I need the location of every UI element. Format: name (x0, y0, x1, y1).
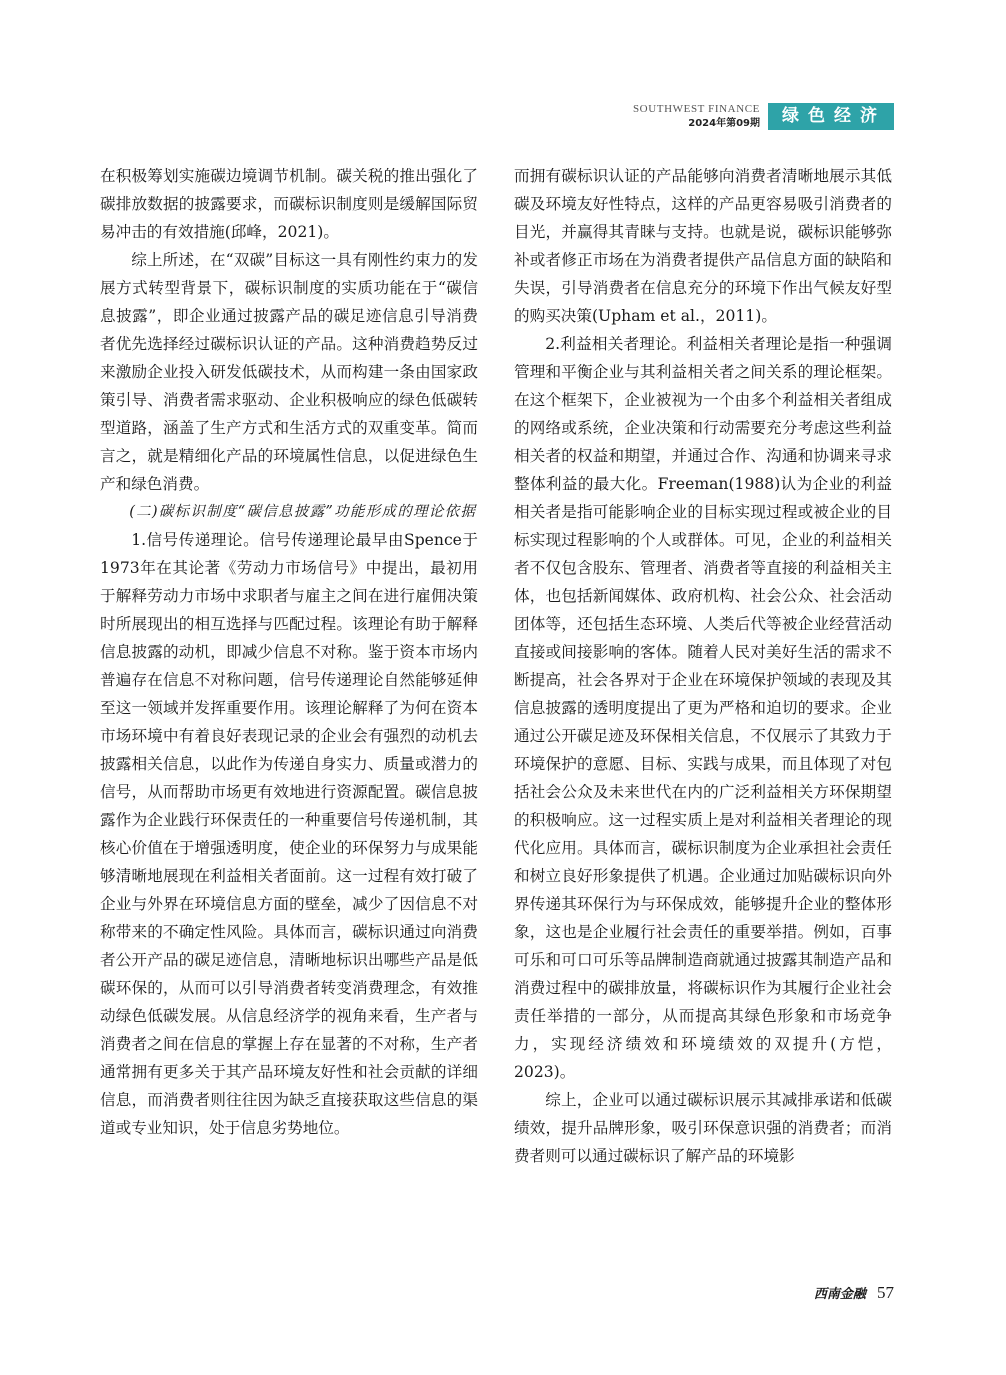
paragraph: 而拥有碳标识认证的产品能够向消费者清晰地展示其低碳及环境友好性特点，这样的产品更容易吸引消费者的目光，并赢得其青睐与支持。也就是说，碳标识能够弥补或者修正市场在为消费者提供产品信息方面的缺陷和失误，引导消费者在信息充分的环境下作出气候友好型的购买决策(Upham et al.，2011)。 (514, 167, 892, 325)
journal-name-chinese: 西南金融 (813, 1287, 866, 1302)
paragraph: 综上，企业可以通过碳标识展示其减排承诺和低碳绩效，提升品牌形象，吸引环保意识强的消费者；而消费者则可以通过碳标识了解产品的环境影 (514, 1091, 892, 1165)
journal-name-english: SOUTHWEST FINANCE (632, 103, 760, 115)
paragraph: 1.信号传递理论。信号传递理论最早由Spence于1973年在其论著《劳动力市场信号》中提出，最初用于解释劳动力市场中求职者与雇主之间在进行雇佣决策时所展现出的相互选择与匹配过程。该理论有助于解释信息披露的动机，即减少信息不对称。鉴于资本市场内普遍存在信息不对称问题，信号传递理论自然能够延伸至这一领域并发挥重要作用。该理论解释了为何在资本市场环境中有着良好表现记录的企业会有强烈的动机去披露相关信息，以此作为传递自身实力、质量或潜力的信号，从而帮助市场更有效地进行资源配置。碳信息披露作为企业践行环保责任的一种重要信号传递机制，其核心价值在于增强透明度，使企业的环保努力与成果能够清晰地展现在利益相关者面前。这一过程有效打破了企业与外界在环境信息方面的壁垒，减少了因信息不对称带来的不确定性风险。具体而言，碳标识通过向消费者公开产品的碳足迹信息，清晰地标识出哪些产品是低碳环保的，从而可以引导消费者转变消费理念，有效推动绿色低碳发展。从信息经济学的视角来看，生产者与消费者之间在信息的掌握上存在显著的不对称，生产者通常拥有更多关于其产品环境友好性和社会贡献的详细信息，而消费者则往往因为缺乏直接获取这些信息的渠道或专业知识，处于信息劣势地位。 (100, 531, 478, 1137)
paragraph: 2.利益相关者理论。利益相关者理论是指一种强调管理和平衡企业与其利益相关者之间关系的理论框架。在这个框架下，企业被视为一个由多个利益相关者组成的网络或系统，企业决策和行动需要充分考虑这些利益相关者的权益和期望，并通过合作、沟通和协调来寻求整体利益的最大化。Freeman(1988)认为企业的利益相关者是指可能影响企业的目标实现过程或被企业的目标实现过程影响的个人或群体。可见，企业的利益相关者不仅包含股东、管理者、消费者等直接的利益相关主体，也包括新闻媒体、政府机构、社会公众、社会活动团体等，还包括生态环境、人类后代等被企业经营活动直接或间接影响的客体。随着人民对美好生活的需求不断提高，社会各界对于企业在环境保护领域的表现及其信息披露的透明度提出了更为严格和迫切的要求。企业通过公开碳足迹及环保相关信息，不仅展示了其致力于环境保护的意愿、目标、实践与成果，而且体现了对包括社会公众及未来世代在内的广泛利益相关方环保期望的积极响应。这一过程实质上是对利益相关者理论的现代化应用。具体而言，碳标识制度为企业承担社会责任和树立良好形象提供了机遇。企业通过加贴碳标识向外界传递其环保行为与环保成效，能够提升企业的整体形象，这也是企业履行社会责任的重要举措。例如，百事可乐和可口可乐等品牌制造商就通过披露其制造产品和消费过程中的碳排放量，将碳标识作为其履行企业社会责任举措的一部分，从而提高其绿色形象和市场竞争力，实现经济绩效和环境绩效的双提升(方恺，2023)。 (514, 335, 892, 1081)
section-subheading: (二)碳标识制度“碳信息披露”功能形成的理论依据 (129, 503, 477, 520)
section-badge: 绿色经济 (768, 103, 894, 130)
right-column (514, 162, 892, 1170)
page-number: 57 (877, 1283, 894, 1302)
left-column (100, 162, 478, 1142)
page-footer (814, 1283, 894, 1303)
issue-number: 2024年第09期 (688, 118, 760, 129)
paragraph: 综上所述，在“双碳”目标这一具有刚性约束力的发展方式转型背景下，碳标识制度的实质功能在于“碳信息披露”，即企业通过披露产品的碳足迹信息引导消费者优先选择经过碳标识认证的产品。这种消费趋势反过来激励企业投入研发低碳技术，从而构建一条由国家政策引导、消费者需求驱动、企业积极响应的绿色低碳转型道路，涵盖了生产方式和生活方式的双重变革。简而言之，就是精细化产品的环境属性信息，以促进绿色生产和绿色消费。 (100, 251, 478, 493)
header-journal-block (633, 103, 760, 130)
paragraph: 在积极筹划实施碳边境调节机制。碳关税的推出强化了碳排放数据的披露要求，而碳标识制度则是缓解国际贸易冲击的有效措施(邱峰，2021)。 (100, 167, 478, 241)
